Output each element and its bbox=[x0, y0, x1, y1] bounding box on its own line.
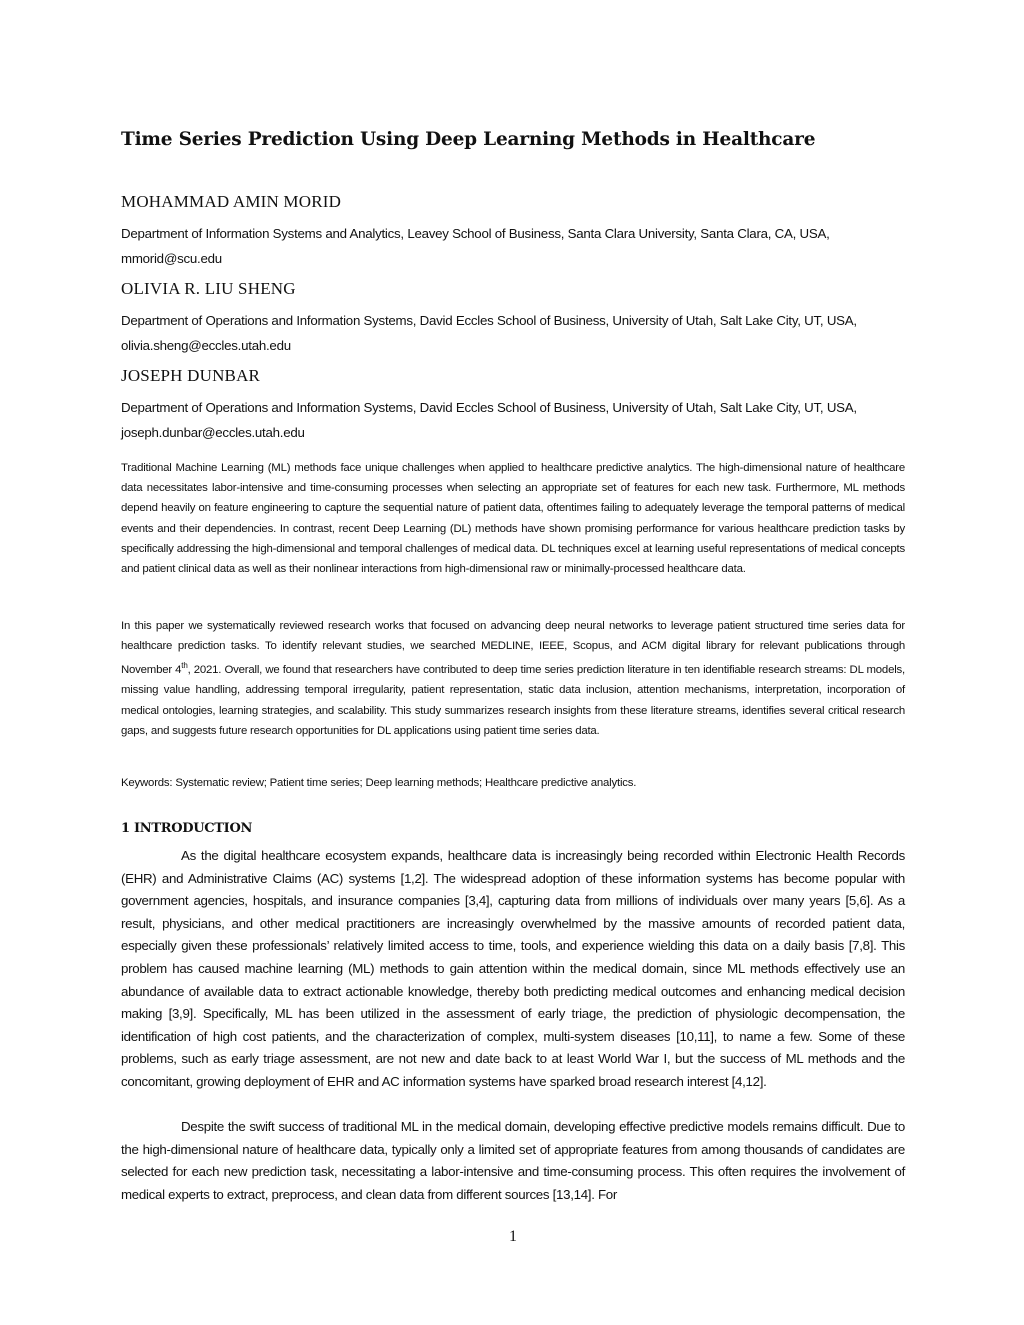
ordinal-suffix: th bbox=[181, 661, 188, 671]
abstract-paragraph-1: Traditional Machine Learning (ML) methods face unique challenges when applied to healthcare predictive analytics. The high-dimensional nature of healthcare data necessitates labor-intensive and time-consuming processes when selecting an appropriate set of features for each new task. Furthermore, ML methods depend heavily on feature engineering to capture the sequential nature of patient data, oftentimes failing to adequately leverage the temporal patterns of medical events and their dependencies. In contrast, recent Deep Learning (DL) methods have shown promising performance for various healthcare prediction tasks by specifically addressing the high-dimensional and temporal challenges of medical data. DL techniques excel at learning useful representations of medical concepts and patient clinical data as well as their nonlinear interactions from high-dimensional raw or minimally-processed healthcare data. bbox=[121, 462, 905, 576]
author-affiliation-1: Department of Information Systems and Analytics, Leavey School of Business, Santa Clara University, Santa Clara, CA, USA, mmorid@scu.edu bbox=[121, 226, 830, 266]
keywords-line: Keywords: Systematic review; Patient time series; Deep learning methods; Healthcare predictive analytics. bbox=[121, 777, 637, 789]
author-affiliation-2: Department of Operations and Information Systems, David Eccles School of Business, University of Utah, Salt Lake City, UT, USA, olivia.sheng@eccles.utah.edu bbox=[121, 313, 857, 353]
author-name-2: OLIVIA R. LIU SHENG bbox=[121, 279, 296, 298]
abstract-paragraph-2-end: , 2021. Overall, we found that researchers have contributed to deep time series prediction literature in ten identifiable research streams: DL models, missing value handling, addressing temporal irregularity, patient representation, static data inclusion, attention mechanisms, interpretation, incorporation of medical ontologies, learning strategies, and scalability. This study summarizes research insights from these literature streams, identifies several critical research gaps, and suggests future research opportunities for DL applications using patient time series data. bbox=[121, 664, 905, 737]
author-affiliation-3: Department of Operations and Information Systems, David Eccles School of Business, University of Utah, Salt Lake City, UT, USA, joseph.dunbar@eccles.utah.edu bbox=[121, 400, 857, 440]
paper-title: Time Series Prediction Using Deep Learning Methods in Healthcare bbox=[121, 129, 816, 150]
abstract-paragraph-2-start: In this paper we systematically reviewed research works that focused on advancing deep neural networks to leverage patient structured time series data for healthcare prediction tasks. To identify relevant studies, we searched MEDLINE, IEEE, Scopus, and ACM digital library for relevant publications through November 4 bbox=[121, 620, 905, 677]
paper-page bbox=[121, 0, 905, 1325]
author-name-3: JOSEPH DUNBAR bbox=[121, 366, 261, 385]
page-number: 1 bbox=[509, 1228, 517, 1245]
introduction-paragraph-2: Despite the swift success of traditional ML in the medical domain, developing effective predictive models remains difficult. Due to the high-dimensional nature of healthcare data, typically only a limited set of appropriate features from among thousands of candidates are selected for each new prediction task, necessitating a labor-intensive and time-consuming process. This often requires the involvement of medical experts to extract, preprocess, and clean data from different sources [13,14]. For bbox=[121, 1119, 905, 1202]
author-name-1: MOHAMMAD AMIN MORID bbox=[121, 192, 342, 211]
abstract-paragraph-2 bbox=[121, 616, 905, 741]
introduction-paragraph-1: As the digital healthcare ecosystem expands, healthcare data is increasingly being recorded within Electronic Health Records (EHR) and Administrative Claims (AC) systems [1,2]. The widespread adoption of these information systems has become popular with government agencies, hospitals, and insurance companies [3,4], capturing data from millions of individuals over many years [5,6]. As a result, physicians, and other medical practitioners are increasingly overwhelmed by the massive amounts of recorded patient data, especially given these professionals’ relatively limited access to time, tools, and experience wielding this data on a daily basis [7,8]. This problem has caused machine learning (ML) methods to gain attention within the medical domain, since ML methods effectively use an abundance of available data to extract actionable knowledge, thereby both predicting medical outcomes and enhancing medical decision making [3,9]. Specifically, ML has been utilized in the assessment of early triage, the prediction of physiologic decompensation, the identification of high cost patients, and the characterization of complex, multi-system diseases [10,11], to name a few. Some of these problems, such as early triage assessment, are not new and date back to at least World War I, but the success of ML methods and the concomitant, growing deployment of EHR and AC information systems have sparked broad research interest [4,12]. bbox=[121, 848, 905, 1089]
section-heading-introduction: 1 INTRODUCTION bbox=[121, 821, 253, 836]
